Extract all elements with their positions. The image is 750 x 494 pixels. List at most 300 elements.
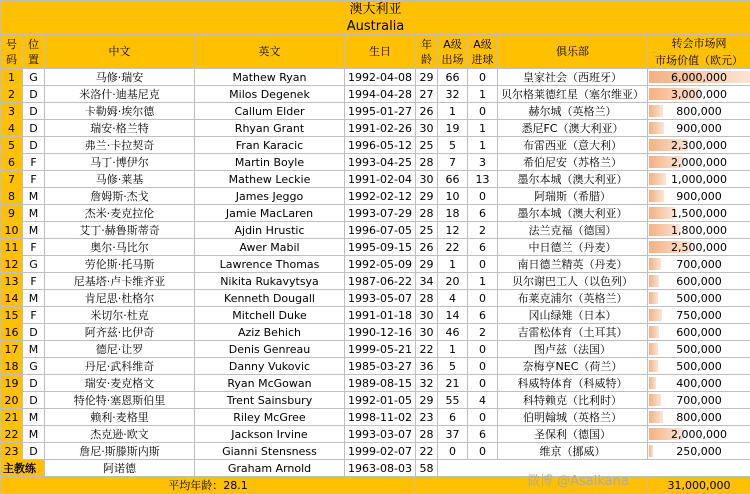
player-birthdate: 1992-05-09 (345, 256, 416, 273)
player-name-cn: 赖利·麦格里 (45, 409, 195, 426)
player-market-value (648, 86, 750, 103)
player-club: 墨尔本城（澳大利亚） (498, 171, 648, 188)
player-name-en: Kenneth Dougall (195, 290, 345, 307)
player-caps: 12 (438, 222, 468, 239)
player-birthdate: 1993-04-25 (345, 154, 416, 171)
player-row (1, 426, 750, 443)
player-position: F (23, 307, 45, 324)
player-market-value (648, 188, 750, 205)
market-value-text: 700,000 (676, 394, 722, 407)
player-caps: 46 (438, 324, 468, 341)
player-number: 1 (1, 69, 23, 86)
player-number: 19 (1, 375, 23, 392)
player-number: 16 (1, 324, 23, 341)
player-row (1, 273, 750, 290)
market-value-text: 1,000,000 (671, 173, 727, 186)
player-position: G (23, 358, 45, 375)
player-caps: 55 (438, 392, 468, 409)
player-club: 中日德兰（丹麦） (498, 239, 648, 256)
market-value-bar (649, 445, 653, 457)
player-caps: 32 (438, 86, 468, 103)
player-name-cn: 詹姆斯·杰戈 (45, 188, 195, 205)
player-number: 6 (1, 154, 23, 171)
market-value-text: 2,300,000 (671, 139, 727, 152)
player-name-cn: 特伦特·塞恩斯伯里 (45, 392, 195, 409)
player-club: 贝尔谢巴工人（以色列） (498, 273, 648, 290)
player-row (1, 154, 750, 171)
player-market-value (648, 443, 750, 460)
player-caps: 37 (438, 426, 468, 443)
player-name-en: Mitchell Duke (195, 307, 345, 324)
player-name-en: Fran Karacic (195, 137, 345, 154)
player-name-en: Lawrence Thomas (195, 256, 345, 273)
player-market-value (648, 256, 750, 273)
player-age: 28 (416, 205, 438, 222)
player-row (1, 69, 750, 86)
player-position: F (23, 239, 45, 256)
player-club: 科威特体育（科威特） (498, 375, 648, 392)
player-club: 法兰克福（德国） (498, 222, 648, 239)
player-number: 22 (1, 426, 23, 443)
player-name-cn: 肯尼思·杜格尔 (45, 290, 195, 307)
header-market-value: 市场价值（欧元） (648, 52, 750, 69)
player-name-en: Riley McGree (195, 409, 345, 426)
player-caps: 19 (438, 120, 468, 137)
player-row (1, 188, 750, 205)
player-market-value (648, 341, 750, 358)
player-position: D (23, 120, 45, 137)
player-name-en: Mathew Leckie (195, 171, 345, 188)
market-value-text: 2,500,000 (671, 241, 727, 254)
player-name-en: James Jeggo (195, 188, 345, 205)
player-caps: 66 (438, 69, 468, 86)
player-club: 希伯尼安（苏格兰） (498, 154, 648, 171)
player-number: 13 (1, 273, 23, 290)
player-market-value (648, 69, 750, 86)
coach-age: 58 (416, 460, 438, 477)
player-birthdate: 1991-02-04 (345, 171, 416, 188)
player-age: 26 (416, 103, 438, 120)
player-age: 29 (416, 188, 438, 205)
player-number: 11 (1, 239, 23, 256)
player-goals: 1 (468, 120, 498, 137)
player-name-en: Trent Sainsbury (195, 392, 345, 409)
header-caps: A级出场 (438, 35, 468, 69)
market-value-text: 500,000 (676, 343, 722, 356)
coach-dob: 1963-08-03 (345, 460, 416, 477)
player-caps: 5 (438, 137, 468, 154)
player-birthdate: 1996-07-05 (345, 222, 416, 239)
player-market-value (648, 307, 750, 324)
player-goals: 6 (468, 205, 498, 222)
market-value-bar (649, 394, 661, 406)
player-name-en: Nikita Rukavytsya (195, 273, 345, 290)
player-row (1, 103, 750, 120)
player-name-cn: 劳伦斯·托马斯 (45, 256, 195, 273)
player-birthdate: 1994-04-28 (345, 86, 416, 103)
player-number: 3 (1, 103, 23, 120)
market-value-bar (649, 360, 658, 372)
player-name-en: Mathew Ryan (195, 69, 345, 86)
market-value-text: 600,000 (676, 326, 722, 339)
player-name-en: Jackson Irvine (195, 426, 345, 443)
header-cn: 中文 (45, 35, 195, 69)
coach-label: 主教练 (1, 460, 45, 477)
player-club: 吉雷松体育（土耳其） (498, 324, 648, 341)
market-value-text: 1,500,000 (671, 207, 727, 220)
player-age: 28 (416, 290, 438, 307)
market-value-bar (649, 292, 658, 304)
player-birthdate: 1985-03-27 (345, 358, 416, 375)
header-en: 英文 (195, 35, 345, 69)
player-goals: 1 (468, 86, 498, 103)
player-age: 25 (416, 222, 438, 239)
player-number: 21 (1, 409, 23, 426)
player-club: 赫尔城（英格兰） (498, 103, 648, 120)
player-club: 冈山绿雉（日本） (498, 307, 648, 324)
coach-name-cn: 阿诺德 (45, 460, 195, 477)
market-value-text: 2,000,000 (671, 156, 727, 169)
average-age: 平均年龄：28.1 (1, 477, 416, 494)
player-birthdate: 1992-04-08 (345, 69, 416, 86)
player-number: 10 (1, 222, 23, 239)
player-caps: 22 (438, 239, 468, 256)
player-market-value (648, 103, 750, 120)
player-goals: 0 (468, 443, 498, 460)
player-market-value (648, 171, 750, 188)
player-list (1, 69, 750, 460)
player-row (1, 443, 750, 460)
player-goals: 3 (468, 154, 498, 171)
player-name-en: Danny Vukovic (195, 358, 345, 375)
player-position: M (23, 409, 45, 426)
player-goals: 0 (468, 375, 498, 392)
player-birthdate: 1993-03-07 (345, 426, 416, 443)
player-position: D (23, 137, 45, 154)
player-goals: 1 (468, 273, 498, 290)
player-position: M (23, 222, 45, 239)
player-caps: 18 (438, 205, 468, 222)
market-value-bar (649, 326, 659, 338)
player-row (1, 358, 750, 375)
player-name-cn: 阿齐兹·比伊奇 (45, 324, 195, 341)
player-name-cn: 瑞安·麦克格文 (45, 375, 195, 392)
footer-row (1, 477, 750, 494)
player-caps: 14 (438, 307, 468, 324)
player-position: F (23, 273, 45, 290)
player-birthdate: 1987-06-22 (345, 273, 416, 290)
player-age: 22 (416, 341, 438, 358)
player-market-value (648, 358, 750, 375)
player-number: 2 (1, 86, 23, 103)
player-club: 贝尔格莱德红星（塞尔维亚） (498, 86, 648, 103)
player-caps: 1 (438, 103, 468, 120)
player-birthdate: 1989-08-15 (345, 375, 416, 392)
header-age: 年龄 (416, 35, 438, 69)
market-value-text: 500,000 (676, 292, 722, 305)
player-position: D (23, 324, 45, 341)
player-name-en: Callum Elder (195, 103, 345, 120)
player-club: 布雷西亚（意大利） (498, 137, 648, 154)
player-position: M (23, 290, 45, 307)
player-name-cn: 弗兰·卡拉契奇 (45, 137, 195, 154)
player-name-en: Denis Genreau (195, 341, 345, 358)
market-value-bar (649, 122, 664, 134)
player-club: 皇家社会（西班牙） (498, 69, 648, 86)
player-number: 14 (1, 290, 23, 307)
player-club: 科特赖克（比利时） (498, 392, 648, 409)
player-name-en: Gianni Stensness (195, 443, 345, 460)
player-age: 34 (416, 273, 438, 290)
player-number: 4 (1, 120, 23, 137)
player-row (1, 256, 750, 273)
player-age: 27 (416, 86, 438, 103)
player-name-cn: 杰克逊·欧文 (45, 426, 195, 443)
player-caps: 1 (438, 341, 468, 358)
player-goals: 6 (468, 426, 498, 443)
title-cn: 澳大利亚 (1, 1, 750, 18)
player-market-value (648, 426, 750, 443)
player-caps: 20 (438, 273, 468, 290)
player-goals: 0 (468, 256, 498, 273)
market-value-bar (649, 377, 656, 389)
player-market-value (648, 154, 750, 171)
player-row (1, 307, 750, 324)
player-age: 30 (416, 120, 438, 137)
player-age: 32 (416, 375, 438, 392)
player-caps: 5 (438, 358, 468, 375)
player-number: 12 (1, 256, 23, 273)
player-age: 25 (416, 137, 438, 154)
player-row (1, 375, 750, 392)
player-name-cn: 杰米·麦克拉伦 (45, 205, 195, 222)
player-age: 36 (416, 358, 438, 375)
player-name-cn: 马修·瑞安 (45, 69, 195, 86)
player-age: 26 (416, 239, 438, 256)
player-club: 布莱克浦尔（英格兰） (498, 290, 648, 307)
player-name-cn: 丹尼·武科维奇 (45, 358, 195, 375)
player-row (1, 324, 750, 341)
market-value-text: 900,000 (676, 190, 722, 203)
player-name-en: Ryan McGowan (195, 375, 345, 392)
player-goals: 0 (468, 409, 498, 426)
header-dob: 生日 (345, 35, 416, 69)
player-position: F (23, 154, 45, 171)
player-number: 8 (1, 188, 23, 205)
market-value-bar (649, 275, 659, 287)
coach-row (1, 460, 750, 477)
player-name-en: Jamie MacLaren (195, 205, 345, 222)
player-name-en: Aziz Behich (195, 324, 345, 341)
player-age: 29 (416, 392, 438, 409)
player-row (1, 205, 750, 222)
player-number: 17 (1, 341, 23, 358)
player-birthdate: 1993-07-29 (345, 205, 416, 222)
player-club: 阿瑞斯（希腊） (498, 188, 648, 205)
player-market-value (648, 273, 750, 290)
player-goals: 1 (468, 137, 498, 154)
player-market-value (648, 392, 750, 409)
player-club: 南日德兰精英（丹麦） (498, 256, 648, 273)
player-market-value (648, 290, 750, 307)
player-birthdate: 1992-02-12 (345, 188, 416, 205)
header-pos: 位置 (23, 35, 45, 69)
watermark: 微博 @Asaikana (527, 470, 629, 489)
player-position: G (23, 69, 45, 86)
player-caps: 0 (438, 443, 468, 460)
market-value-bar (649, 105, 663, 117)
player-name-en: Awer Mabil (195, 239, 345, 256)
player-goals: 2 (468, 222, 498, 239)
player-club: 奈梅亨NEC（荷兰） (498, 358, 648, 375)
player-position: M (23, 341, 45, 358)
player-age: 22 (416, 443, 438, 460)
market-value-text: 6,000,000 (671, 71, 727, 84)
player-club: 维京（挪威） (498, 443, 648, 460)
total-market-value: 31,000,000 (648, 477, 750, 494)
header-num: 号码 (1, 35, 23, 69)
player-market-value (648, 375, 750, 392)
market-value-text: 800,000 (676, 411, 722, 424)
player-market-value (648, 239, 750, 256)
player-caps: 1 (438, 256, 468, 273)
player-name-cn: 德尼·让罗 (45, 341, 195, 358)
market-value-text: 800,000 (676, 105, 722, 118)
player-number: 23 (1, 443, 23, 460)
player-name-en: Milos Degenek (195, 86, 345, 103)
player-market-value (648, 205, 750, 222)
header-market-group: 转会市场网 (648, 35, 750, 52)
player-position: G (23, 256, 45, 273)
player-club: 图卢兹（法国） (498, 341, 648, 358)
player-name-cn: 詹尼·斯滕斯内斯 (45, 443, 195, 460)
market-value-text: 250,000 (676, 445, 722, 458)
player-market-value (648, 409, 750, 426)
player-age: 28 (416, 426, 438, 443)
player-age: 23 (416, 409, 438, 426)
market-value-text: 700,000 (676, 258, 722, 271)
coach-name-en: Graham Arnold (195, 460, 345, 477)
player-position: D (23, 375, 45, 392)
player-goals: 4 (468, 392, 498, 409)
market-value-bar (649, 190, 664, 202)
player-caps: 10 (438, 188, 468, 205)
player-position: D (23, 443, 45, 460)
player-birthdate: 1992-01-05 (345, 392, 416, 409)
player-goals: 6 (468, 307, 498, 324)
player-market-value (648, 137, 750, 154)
player-position: M (23, 205, 45, 222)
player-name-cn: 米洛什·迪基尼克 (45, 86, 195, 103)
player-name-en: Rhyan Grant (195, 120, 345, 137)
player-market-value (648, 222, 750, 239)
player-age: 29 (416, 69, 438, 86)
player-row (1, 239, 750, 256)
market-value-text: 750,000 (676, 309, 722, 322)
player-name-en: Ajdin Hrustic (195, 222, 345, 239)
player-number: 18 (1, 358, 23, 375)
player-goals: 0 (468, 69, 498, 86)
player-goals: 0 (468, 188, 498, 205)
player-row (1, 120, 750, 137)
player-name-cn: 米切尔·杜克 (45, 307, 195, 324)
player-position: D (23, 103, 45, 120)
player-age: 30 (416, 324, 438, 341)
player-age: 30 (416, 307, 438, 324)
player-number: 5 (1, 137, 23, 154)
player-club: 伯明翰城（英格兰） (498, 409, 648, 426)
player-birthdate: 1991-02-26 (345, 120, 416, 137)
market-value-text: 2,000,000 (671, 428, 727, 441)
player-number: 15 (1, 307, 23, 324)
player-goals: 13 (468, 171, 498, 188)
player-birthdate: 1990-12-16 (345, 324, 416, 341)
player-position: M (23, 426, 45, 443)
player-number: 7 (1, 171, 23, 188)
player-position: F (23, 171, 45, 188)
player-birthdate: 1991-01-18 (345, 307, 416, 324)
player-birthdate: 1996-05-12 (345, 137, 416, 154)
player-goals: 0 (468, 358, 498, 375)
player-number: 9 (1, 205, 23, 222)
player-row (1, 137, 750, 154)
market-value-text: 500,000 (676, 360, 722, 373)
market-value-text: 3,000,000 (671, 88, 727, 101)
player-age: 29 (416, 256, 438, 273)
player-position: D (23, 392, 45, 409)
player-caps: 21 (438, 375, 468, 392)
market-value-bar (649, 411, 663, 423)
player-age: 28 (416, 154, 438, 171)
market-value-bar (649, 258, 661, 270)
player-age: 30 (416, 171, 438, 188)
player-caps: 66 (438, 171, 468, 188)
player-row (1, 86, 750, 103)
player-name-cn: 尼基塔·卢卡维齐亚 (45, 273, 195, 290)
player-birthdate: 1993-05-07 (345, 290, 416, 307)
player-goals: 0 (468, 290, 498, 307)
player-row (1, 392, 750, 409)
player-row (1, 290, 750, 307)
player-goals: 6 (468, 239, 498, 256)
player-row (1, 341, 750, 358)
market-value-bar (649, 173, 666, 185)
player-club: 圣保利（德国） (498, 426, 648, 443)
player-birthdate: 1998-11-02 (345, 409, 416, 426)
player-club: 悉尼FC（澳大利亚） (498, 120, 648, 137)
player-caps: 6 (438, 409, 468, 426)
player-market-value (648, 324, 750, 341)
player-position: D (23, 86, 45, 103)
player-row (1, 222, 750, 239)
player-position: M (23, 188, 45, 205)
market-value-bar (649, 343, 658, 355)
player-number: 20 (1, 392, 23, 409)
header-goals: A级进球 (468, 35, 498, 69)
market-value-text: 900,000 (676, 122, 722, 135)
market-value-text: 1,800,000 (671, 224, 727, 237)
player-caps: 7 (438, 154, 468, 171)
player-goals: 0 (468, 103, 498, 120)
player-name-cn: 艾丁·赫鲁斯蒂奇 (45, 222, 195, 239)
player-row (1, 409, 750, 426)
market-value-bar (649, 309, 662, 321)
market-value-text: 400,000 (676, 377, 722, 390)
player-name-cn: 马丁·博伊尔 (45, 154, 195, 171)
player-birthdate: 1999-05-21 (345, 341, 416, 358)
player-name-en: Martin Boyle (195, 154, 345, 171)
player-caps: 4 (438, 290, 468, 307)
